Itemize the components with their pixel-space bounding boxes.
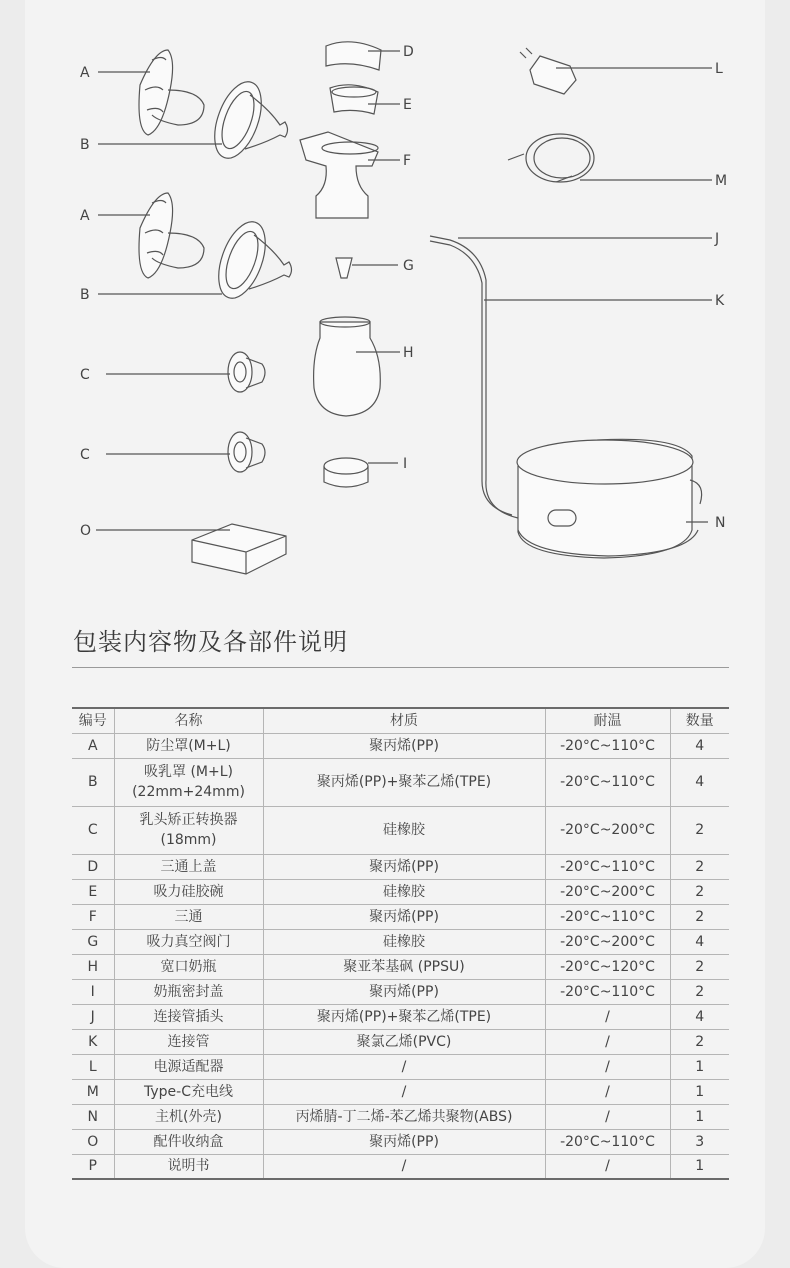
cell-qty: 1 (670, 1079, 729, 1104)
cell-temp: / (545, 1079, 670, 1104)
cell-name (114, 806, 263, 854)
cell-qty: 2 (670, 979, 729, 1004)
cell-temp: -20°C~110°C (545, 854, 670, 879)
header-qty: 数量 (670, 708, 729, 733)
usb-cable-m (508, 134, 712, 182)
cell-material: / (263, 1054, 545, 1079)
main-unit-n (517, 439, 708, 558)
label-b2: B (80, 287, 90, 303)
cell-name: 连接管 (114, 1029, 263, 1054)
cell-material: 丙烯腈-丁二烯-苯乙烯共聚物(ABS) (263, 1104, 545, 1129)
tee-connector-f (300, 132, 400, 218)
bottle-h (314, 317, 400, 416)
cell-qty: 3 (670, 1129, 729, 1154)
cell-id: C (72, 806, 114, 854)
cell-name: 宽口奶瓶 (114, 954, 263, 979)
label-h: H (403, 345, 414, 361)
table-body (72, 733, 729, 1179)
parts-table (72, 707, 729, 1180)
cell-temp: / (545, 1029, 670, 1054)
dust-cover-a1 (98, 50, 204, 135)
cell-qty: 2 (670, 879, 729, 904)
parts-diagram (0, 0, 790, 600)
power-adapter-l (520, 48, 712, 94)
table-row (72, 904, 729, 929)
cell-temp: -20°C~110°C (545, 979, 670, 1004)
tee-cap-d (326, 42, 400, 70)
cell-temp: / (545, 1104, 670, 1129)
cell-id: O (72, 1129, 114, 1154)
cell-qty: 2 (670, 806, 729, 854)
cell-name: 奶瓶密封盖 (114, 979, 263, 1004)
cell-id: D (72, 854, 114, 879)
cell-qty: 1 (670, 1154, 729, 1179)
cell-id: B (72, 758, 114, 806)
label-c1: C (80, 367, 90, 383)
cell-qty: 1 (670, 1054, 729, 1079)
table-row (72, 806, 729, 854)
nipple-converter-c2 (106, 432, 265, 472)
label-j: J (715, 231, 720, 247)
cell-name: 配件收纳盒 (114, 1129, 263, 1154)
table-row (72, 1154, 729, 1179)
cell-name: 连接管插头 (114, 1004, 263, 1029)
cell-temp: -20°C~110°C (545, 1129, 670, 1154)
nipple-converter-c1 (106, 352, 265, 392)
label-c2: C (80, 447, 90, 463)
label-m: M (715, 173, 728, 189)
cell-id: F (72, 904, 114, 929)
label-b1: B (80, 137, 90, 153)
cell-name: 主机(外壳) (114, 1104, 263, 1129)
cell-material: 聚丙烯(PP) (263, 1129, 545, 1154)
title-divider (72, 667, 729, 668)
label-n: N (715, 515, 726, 531)
cell-name: 说明书 (114, 1154, 263, 1179)
label-g: G (403, 258, 414, 274)
cell-temp: -20°C~110°C (545, 904, 670, 929)
cell-material: 硅橡胶 (263, 929, 545, 954)
breast-shield-b2 (98, 216, 292, 305)
cell-temp: -20°C~200°C (545, 879, 670, 904)
table-row (72, 733, 729, 758)
label-a2: A (80, 208, 90, 224)
cell-temp: / (545, 1004, 670, 1029)
table-row (72, 1054, 729, 1079)
cell-material: / (263, 1079, 545, 1104)
cell-qty: 2 (670, 904, 729, 929)
cell-name: 电源适配器 (114, 1054, 263, 1079)
cell-name-line1: 乳头矫正转换器 (139, 812, 238, 828)
cell-temp: -20°C~200°C (545, 929, 670, 954)
table-row (72, 979, 729, 1004)
table-row (72, 854, 729, 879)
cell-name-line1: 吸乳罩 (M+L) (144, 764, 233, 780)
cell-material: 聚丙烯(PP) (263, 854, 545, 879)
cell-id: N (72, 1104, 114, 1129)
cell-temp: -20°C~200°C (545, 806, 670, 854)
section-title: 包装内容物及各部件说明 (73, 628, 348, 656)
table-row (72, 879, 729, 904)
cell-material: 硅橡胶 (263, 806, 545, 854)
cell-id: J (72, 1004, 114, 1029)
header-name: 名称 (114, 708, 263, 733)
table-row (72, 1004, 729, 1029)
dust-cover-a2 (98, 193, 204, 278)
cell-material: 聚亚苯基砜 (PPSU) (263, 954, 545, 979)
vacuum-valve-g (336, 258, 398, 278)
seal-cap-i (324, 458, 398, 487)
header-material: 材质 (263, 708, 545, 733)
header-temp: 耐温 (545, 708, 670, 733)
cell-id: I (72, 979, 114, 1004)
cell-temp: / (545, 1054, 670, 1079)
cell-id: K (72, 1029, 114, 1054)
cell-material: 聚丙烯(PP) (263, 904, 545, 929)
cell-temp: -20°C~120°C (545, 954, 670, 979)
cell-qty: 4 (670, 929, 729, 954)
cell-id: A (72, 733, 114, 758)
cell-id: H (72, 954, 114, 979)
cell-temp: / (545, 1154, 670, 1179)
label-a1: A (80, 65, 90, 81)
cell-id: E (72, 879, 114, 904)
label-d: D (403, 44, 414, 60)
cell-material: 聚丙烯(PP) (263, 979, 545, 1004)
cell-qty: 4 (670, 733, 729, 758)
cell-name-line2: (18mm) (160, 832, 217, 848)
cell-temp: -20°C~110°C (545, 758, 670, 806)
table-row (72, 1104, 729, 1129)
cell-id: M (72, 1079, 114, 1104)
cell-qty: 2 (670, 854, 729, 879)
table-row (72, 1129, 729, 1154)
cell-qty: 2 (670, 954, 729, 979)
cell-name-line2: (22mm+24mm) (132, 784, 245, 800)
cell-name: Type-C充电线 (114, 1079, 263, 1104)
cell-material: 硅橡胶 (263, 879, 545, 904)
cell-name: 防尘罩(M+L) (114, 733, 263, 758)
cell-material: / (263, 1154, 545, 1179)
cell-qty: 1 (670, 1104, 729, 1129)
cell-id: L (72, 1054, 114, 1079)
label-i: I (403, 456, 408, 472)
cell-qty: 4 (670, 1004, 729, 1029)
label-o: O (80, 523, 92, 539)
cell-temp: -20°C~110°C (545, 733, 670, 758)
label-f: F (403, 153, 412, 169)
cell-name: 吸力真空阀门 (114, 929, 263, 954)
cell-material: 聚丙烯(PP)+聚苯乙烯(TPE) (263, 1004, 545, 1029)
cell-name: 吸力硅胶碗 (114, 879, 263, 904)
cell-material: 聚丙烯(PP)+聚苯乙烯(TPE) (263, 758, 545, 806)
cell-name (114, 758, 263, 806)
table-row (72, 1029, 729, 1054)
header-id: 编号 (72, 708, 114, 733)
cell-qty: 4 (670, 758, 729, 806)
table-header-row (72, 708, 729, 733)
cell-name: 三通 (114, 904, 263, 929)
cell-id: G (72, 929, 114, 954)
cell-name: 三通上盖 (114, 854, 263, 879)
breast-shield-b1 (98, 76, 288, 165)
storage-box-o (96, 524, 286, 574)
table-row (72, 758, 729, 806)
table-row (72, 929, 729, 954)
label-l: L (715, 61, 723, 77)
label-k: K (715, 293, 725, 309)
silicone-bowl-e (330, 85, 400, 114)
table-row (72, 954, 729, 979)
cell-material: 聚丙烯(PP) (263, 733, 545, 758)
cell-qty: 2 (670, 1029, 729, 1054)
cell-material: 聚氯乙烯(PVC) (263, 1029, 545, 1054)
table-row (72, 1079, 729, 1104)
cell-id: P (72, 1154, 114, 1179)
label-e: E (403, 97, 412, 113)
